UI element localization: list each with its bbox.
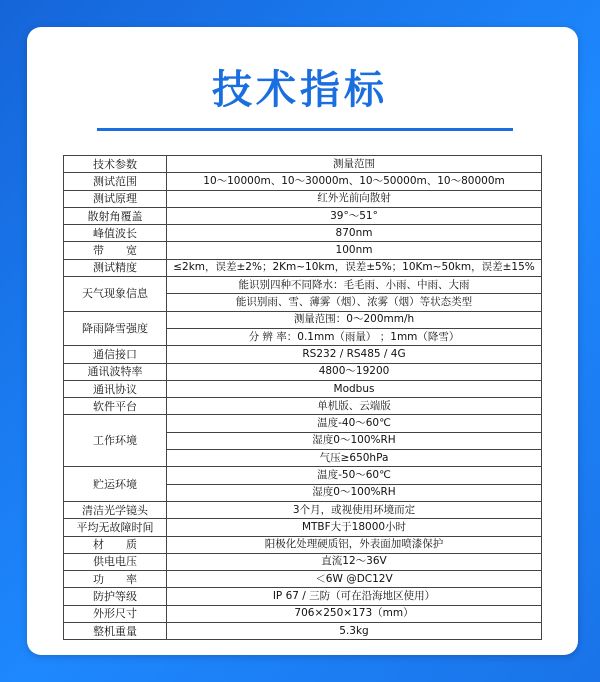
spec-label: 测试精度: [64, 259, 167, 276]
spec-value: 706×250×173（mm）: [167, 605, 542, 622]
table-row: [64, 259, 542, 276]
table-row: [64, 380, 542, 397]
spec-value: 3个月，或视使用环境而定: [167, 501, 542, 518]
spec-label: 通信接口: [64, 346, 167, 363]
spec-value: 4800～19200: [167, 363, 542, 380]
table-row: [64, 519, 542, 536]
spec-table: [63, 155, 542, 640]
spec-label: 工作环境: [64, 415, 167, 467]
spec-value: 湿度0～100%RH: [167, 484, 542, 501]
title-underline: [97, 128, 513, 131]
spec-label: 贮运环境: [64, 467, 167, 502]
table-row: [64, 467, 542, 484]
spec-value: 100nm: [167, 242, 542, 259]
table-row: [64, 553, 542, 570]
spec-value: 气压≥650hPa: [167, 450, 542, 467]
table-row: [64, 605, 542, 622]
spec-value: Modbus: [167, 380, 542, 397]
spec-value: IP 67 / 三防（可在沿海地区使用）: [167, 588, 542, 605]
spec-value: 阳极化处理硬质铝，外表面加喷漆保护: [167, 536, 542, 553]
spec-label: 清洁光学镜头: [64, 501, 167, 518]
table-row: [64, 311, 542, 328]
table-row: [64, 588, 542, 605]
table-header-row: [64, 156, 542, 173]
table-row: [64, 398, 542, 415]
table-row: [64, 415, 542, 432]
table-row: [64, 571, 542, 588]
table-row: [64, 536, 542, 553]
spec-label: 测试范围: [64, 173, 167, 190]
spec-value: 能识别四种不同降水：毛毛雨、小雨、中雨、大雨: [167, 277, 542, 294]
spec-label: 材 质: [64, 536, 167, 553]
spec-label: 软件平台: [64, 398, 167, 415]
spec-value: 红外光前向散射: [167, 190, 542, 207]
table-row: [64, 363, 542, 380]
spec-value: 单机版、云端版: [167, 398, 542, 415]
spec-label: 整机重量: [64, 623, 167, 640]
table-row: [64, 501, 542, 518]
header-range: 测量范围: [167, 156, 542, 173]
spec-label: 降雨降雪强度: [64, 311, 167, 346]
spec-value: 10～10000m、10～30000m、10～50000m、10～80000m: [167, 173, 542, 190]
table-row: [64, 225, 542, 242]
spec-label: 天气现象信息: [64, 277, 167, 312]
table-row: [64, 207, 542, 224]
table-row: [64, 346, 542, 363]
spec-value: 能识别雨、雪、薄雾（烟）、浓雾（烟）等状态类型: [167, 294, 542, 311]
spec-label: 平均无故障时间: [64, 519, 167, 536]
spec-value: 直流12～36V: [167, 553, 542, 570]
header-param: 技术参数: [64, 156, 167, 173]
spec-value: 测量范围：0～200mm/h: [167, 311, 542, 328]
spec-value: RS232 / RS485 / 4G: [167, 346, 542, 363]
spec-label: 峰值波长: [64, 225, 167, 242]
spec-value: 分 辨 率：0.1mm（雨量） ；1mm（降雪）: [167, 328, 542, 345]
spec-label: 通讯波特率: [64, 363, 167, 380]
spec-value: ≤2km，误差±2%；2Km~10km，误差±5%；10Km~50km，误差±15%: [167, 259, 542, 276]
spec-value: 湿度0～100%RH: [167, 432, 542, 449]
spec-label: 测试原理: [64, 190, 167, 207]
table-row: [64, 623, 542, 640]
spec-label: 带 宽: [64, 242, 167, 259]
spec-value: 870nm: [167, 225, 542, 242]
spec-label: 散射角覆盖: [64, 207, 167, 224]
spec-value: 39°～51°: [167, 207, 542, 224]
table-row: [64, 277, 542, 294]
spec-value: ＜6W @DC12V: [167, 571, 542, 588]
spec-label: 防护等级: [64, 588, 167, 605]
spec-label: 外形尺寸: [64, 605, 167, 622]
table-row: [64, 190, 542, 207]
spec-value: 温度-40～60℃: [167, 415, 542, 432]
spec-value: 5.3kg: [167, 623, 542, 640]
table-row: [64, 242, 542, 259]
page-title: 技术指标: [212, 67, 388, 113]
spec-value: MTBF大于18000小时: [167, 519, 542, 536]
spec-label: 通讯协议: [64, 380, 167, 397]
spec-value: 温度-50～60℃: [167, 467, 542, 484]
spec-label: 供电电压: [64, 553, 167, 570]
table-row: [64, 173, 542, 190]
spec-label: 功 率: [64, 571, 167, 588]
